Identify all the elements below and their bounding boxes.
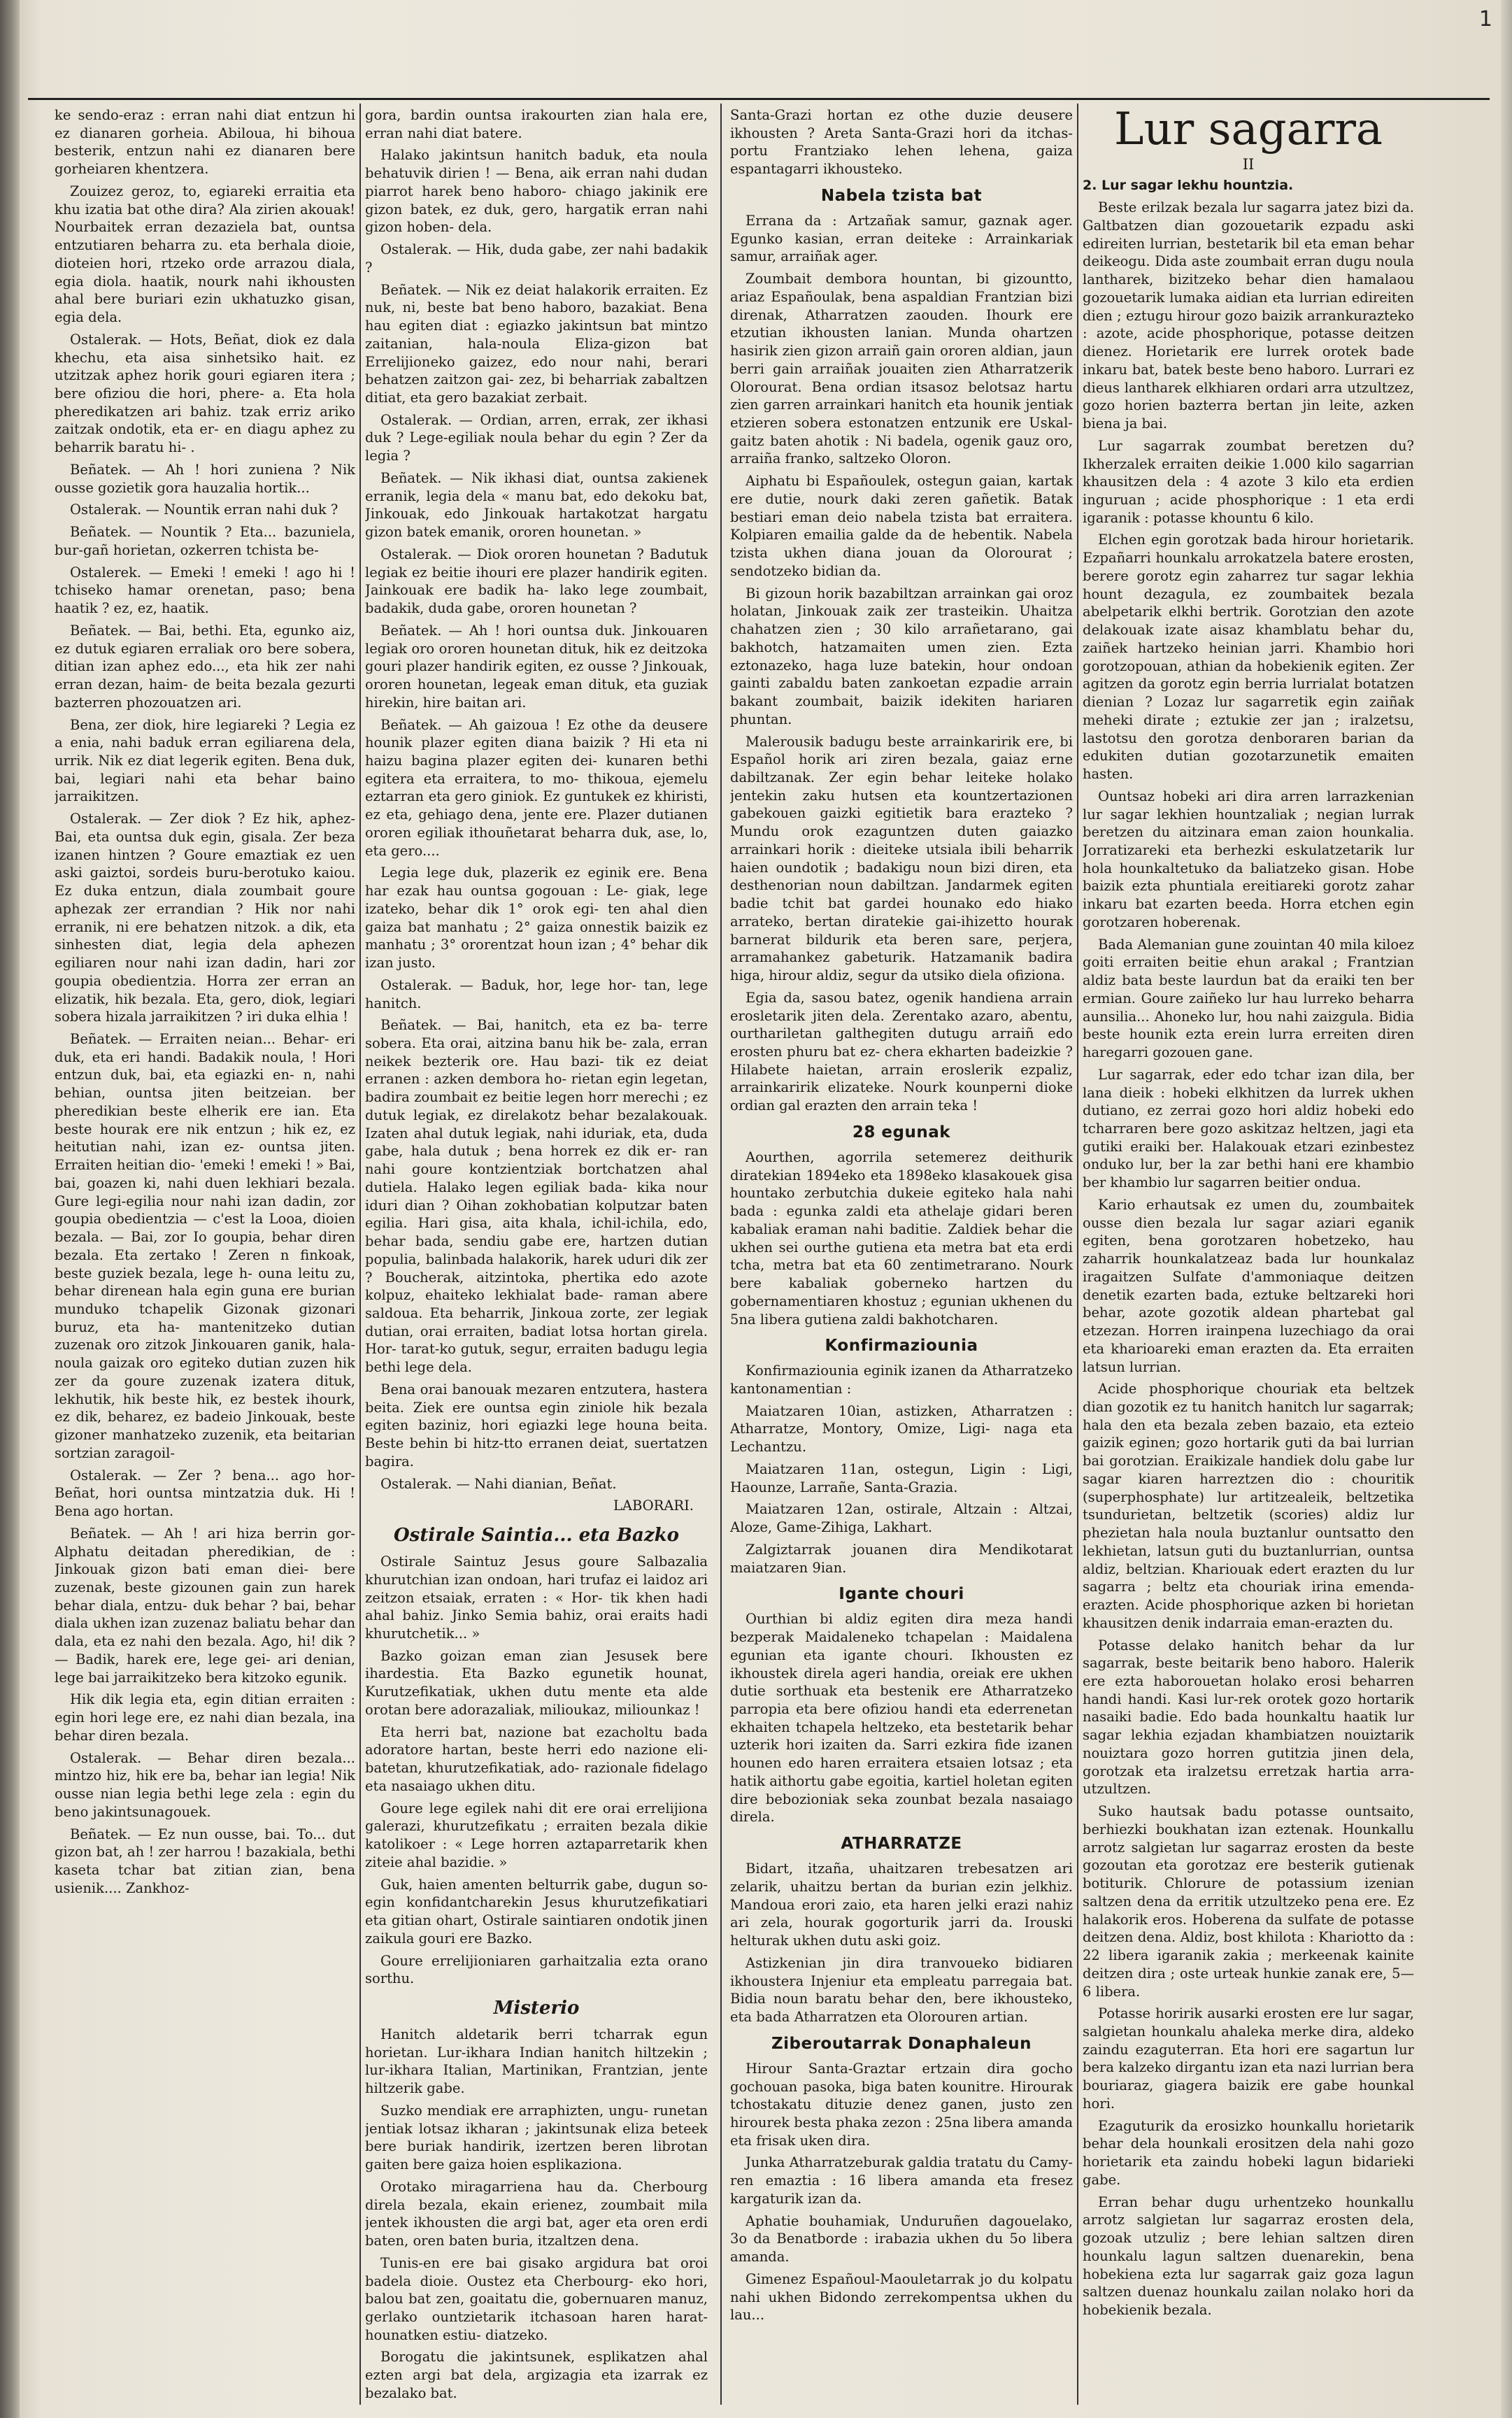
top-rule xyxy=(28,98,1490,100)
paragraph: Ostalerak. — Nountik erran nahi duk ? xyxy=(70,502,338,518)
column-1 xyxy=(55,106,355,2408)
paragraph: Ostalerak. — Hik, duda gabe, zer nahi badakik ? xyxy=(365,241,708,276)
section-title: 28 egunak xyxy=(852,1123,951,1142)
column-divider xyxy=(359,104,361,2405)
paragraph: Ostalerak. — Behar diren bezala... mintzo hiz, hik ere ba, behar ian legia! Nik ousse nian legia bethi lege zela : egin du beno jakintsunagouek. xyxy=(55,1749,355,1820)
paragraph: Ostirale Saintuz Jesus goure Salbazalia khurutchian izan ondoan, hari trufaz ei laidoz ari zeitzon etsaiak, erraten : « Hor- tik khen hadi ahal bahiz. Jinko Semia bahiz, orai eraits hadi khurutchetik... » xyxy=(365,1553,708,1642)
paragraph: Tunis-en ere bai gisako argidura bat oroi badela dioie. Oustez eta Cherbourg- eko hori, balou bat zen, goaitatu die, gobernuaren manuz, gerlako ountzietarik itchasoan haren harat-hounatken estiu- diatzeko. xyxy=(365,2254,708,2343)
paragraph: Ostalerak. — Hots, Beñat, diok ez dala khechu, eta aisa sinhetsiko hait. ez utzitzak aphez horik gouri egiaren itera ; bere ofiziou die hori, phere- a. Eta hola pheredikatzen ari bahiz. tzak erriz ariko zaitzak ondotik, eta er- en diagu aphez zu beharrik baratu hi- . xyxy=(55,331,355,456)
paragraph: Borogatu die jakintsunek, esplikatzen ahal ezten argi bat dela, argizagia eta izarrak ez bezalako bat. xyxy=(365,2349,708,2401)
paragraph: Goure lege egilek nahi dit ere orai errelijiona galerazi, khurutzefikatu ; erraiten bezala dikie katolikoer : « Lege horren aztaparretarik khen ziteie ahal bazidie. » xyxy=(365,1800,708,1870)
paragraph: Suzko mendiak ere arraphizten, ungu- runetan jentiak lotsaz ikharan ; jakintsunak eliza beteek bere buriak handirik, izertzen beren librotan gaiten bere gaiza hoien esplikaziona. xyxy=(365,2102,708,2173)
paragraph: Beñatek. — Nik ez deiat halakorik erraiten. Ez nuk, ni, beste bat beno haboro, bazakiat. Bena hau egiten diat : egiazko jakintsun bat mintzo zaitanian, hala-noula Eliza-gizon bat Errelijioneko gaizez, edo nour nahi, berari behatzen zaitzon gai- zez, bi beharriak zabaltzen ditiat, eta gero bazakiat zerbait. xyxy=(365,281,708,406)
paragraph: Ountsaz hobeki ari dira arren larrazkenian lur sagar lekhien hountzaliak ; negian lurrak beretzen du aitzinara eman zaion hounkalia. Jorratizareki eta berhezki eskulatzetarik lur hola hounkaltetuko da baliatzeko gisan. Hobe baizik ezta phuntiala ereitiareki gorotz zahar inkaru bat ezarten beeda. Horra etchen egin gorotzaren hoberenak. xyxy=(1083,788,1414,930)
paragraph: Aourthen, agorrila setemerez deithurik diratekian 1894eko eta 1898eko klasakouek gisa hountako zerbutchia dukeie egiteko hala nahi bada : egunka zaldi eta athelaje gidari beren kabaliak eraman nahi baditie. Zaldiek behar die ukhen sei ourthe gutiena eta metra bat eta erdi tcha, metra bat eta 60 zentimetrarano. Nourk bere kabaliak goberneko hartzen du gobernamentiaren khostuz ; egunian ukhenen du 5na libera gutiena zaldi bakhotcharen. xyxy=(730,1148,1073,1328)
paragraph: Aphatie bouhamiak, Unduruñen dagouelako, 3o da Benatborde : irabazia ukhen du 5o libera amanda. xyxy=(730,2212,1073,2266)
paragraph: Halako jakintsun hanitch baduk, eta noula behatuvik dirien ! — Bena, aik erran nahi dudan piarrot harek beno haboro- chiago jakinik ere gizon batek, ez duk, gero, hargatik erran nahi gizon hoben- dela. xyxy=(365,147,708,236)
paragraph: Bena orai banouak mezaren entzutera, hastera beita. Ziek ere ountsa egin ziniole hik bezala egiten baziniz, hori egiazki lege houna beita. Beste behin bi hitz-tto erranen deiat, suertatzen bagira. xyxy=(365,1381,708,1470)
paragraph: Beñatek. — Ez nun ousse, bai. To... dut gizon bat, ah ! zer harrou ! bazakiala, bethi kaseta tchar bat zitian zian, bena usienik.... Zankhoz- xyxy=(55,1826,355,1896)
column-divider xyxy=(720,104,722,2405)
paragraph: Maiatzaren 11an, ostegun, Ligin : Ligi, Haounze, Larrañe, Santa-Grazia. xyxy=(730,1460,1073,1495)
paragraph: Beste erilzak bezala lur sagarra jatez bizi da. Galtbatzen dian gozouetarik ezpadu aski edireiten lurrian, bestetarik bil eta eman behar deikeogu. Dida aste zoumbait erran dugu noula lantharek, bizitzeko behar dien hamalaou gozouetarik lumaka aidian eta lurrian edireiten dien ; eztugu hirour gozo baizik arrankurazteko : azote, acide phosphorique, potasse deitzen dienez. Horietarik ere lurrek orotek bade inkaru bat, batek beste beno haboro. Lurrari ez dieus lantharek elkhiaren ordari arra utzultzez, gozo horien bazterra bertan jin leite, azken biena ja bai. xyxy=(1083,199,1414,432)
section-title: Ziberoutarrak Donaphaleun xyxy=(771,2034,1032,2053)
section-title: Konfirmaziounia xyxy=(825,1337,978,1356)
paragraph: Bazko goizan eman zian Jesusek bere ihardestia. Eta Bazko egunetik hounat, Kurutzefikatiak, ukhen dutu mente eta alde orotan bere adorazaliak, milioukaz, miliounkaz ! xyxy=(365,1647,708,1718)
masthead-title: Lur sagarra xyxy=(1113,106,1383,155)
paragraph: Lur sagarrak zoumbat beretzen du? Ikherzalek erraiten deikie 1.000 kilo sagarrian khausitzen dela : 4 azote 3 kilo eta erdien inguruan ; acide phosphorique : 1 eta erdi igaranik : potasse khountu 6 kilo. xyxy=(1083,437,1414,526)
paragraph: Goure errelijioniaren garhaitzalia ezta orano sorthu. xyxy=(365,1952,708,1987)
paragraph: Ostalerak. — Baduk, hor, lege hor- tan, lege hanitch. xyxy=(365,976,708,1011)
paragraph: Maiatzaren 12an, ostirale, Altzain : Altzai, Aloze, Game-Zihiga, Lakhart. xyxy=(730,1501,1073,1536)
paragraph: ke sendo-eraz : erran nahi diat entzun hi ez dianaren gorheia. Abiloua, hi bihoua besterik, entzun nahi ez dianaren bere gorheiaren khentzera. xyxy=(55,107,355,178)
paragraph: Eta herri bat, nazione bat ezacholtu bada adoratore hartan, beste herri edo nazione eli-batetan, khurutzefikatiak, ado- razionale fidelago eta nasaiago ukhen ditu. xyxy=(365,1723,708,1794)
section-title: Misterio xyxy=(493,1997,580,2019)
paragraph: Lur sagarrak, eder edo tchar izan dila, ber lana dieik : hobeki elkhitzen da lurrek ukhen dutiano, ez zerrai gozo hori aldiz hobeki edo tcharraren bere gozo askitzaz heltzen, jagi eta gutiki eraiki ber. Halakouak etzari ezinbestez onduko lur, ber la zar bethi hani ere khambio ber khambio lur sagarren beitier ondua. xyxy=(1083,1066,1414,1191)
paragraph: Ostalerak. — Ordian, arren, errak, zer ikhasi duk ? Lege-egiliak noula behar du egin ? Zer da legia ? xyxy=(365,411,708,464)
paragraph: Elchen egin gorotzak bada hirour horietarik. Ezpañarri hounkalu arrokatzela batere erosten, berere gorotz egin zaharrez tur sagar lekhia hount dezagula, ez zoumbaitek bezala abelpetarik elkhi bertrik. Gorotzian den azote delakouak izate aisaz khamblatu behar du, zaiñek hartzeko heinian jarri. Khambio hori gorotzopouan, athian da hobekienik egiten. Zer agitzen da gorotz egin berria lurrialat botatzen dienian ? Lozaz lur sagarretik egin zaiñak meheki dirate ; eztukie zer jan ; iralzetsu, lastotsu den gorotza denboraren barian da edukiten dutian gozotarzunetik emaiten hasten. xyxy=(1083,532,1414,783)
paragraph: Santa-Grazi hortan ez othe duzie deusere ikhousten ? Areta Santa-Grazi hori da itchas-portu Frantziako lehen lehena, gaiza espantagarri ikhousteko. xyxy=(730,107,1073,178)
paragraph: Beñatek. — Bai, bethi. Eta, egunko aiz, ez dutuk egiaren erraliak oro bere sobera, ditian izan aphez edo..., eta hik zer nahi erran dezan, haim- de beita bezala gezurti bazterren phozouatzen ari. xyxy=(55,622,355,711)
section-title: ATHARRATZE xyxy=(841,1835,962,1854)
paragraph: Beñatek. — Nountik ? Eta... bazuniela, bur-gañ horietan, ozkerren tchista be- xyxy=(55,524,355,558)
paragraph: Beñatek. — Ah ! hori zuniena ? Nik ousse gozietik gora hauzalia hortik... xyxy=(55,461,355,496)
paragraph: Beñatek. — Nik ikhasi diat, ountsa zakienek erranik, legia dela « manu bat, edo dekoku bat, Jinkouak, edo Jinkouak hartakotzat hargatu gizon batek emanik, ororen hounetan. » xyxy=(365,469,708,541)
paragraph: Kario erhautsak ez umen du, zoumbaitek ousse dien bezala lur sagar aziari eganik egiten, bena gorotzaren hobetzeko, hau zaharrik hounkalatzeaz bada lur hounkalaz iragaitzen Sulfate d'ammoniaque deitzen denetik ezarten bada, eztuke beltzareki hori behar, azote gozotik aldean phartebat gal etzezan. Horren irainpena luzechiago da orai eta kharioareki eman erazten da. Eta erraiten latsun lurrian. xyxy=(1083,1196,1414,1375)
paragraph: Potasse delako hanitch behar da lur sagarrak, beste beitarik beno haboro. Halerik ere ezta haborouetan holako erosi beharren handi handi. Kasi lur-rek orotek gozo hortarik nasaiki badie. Edo bada hounkaltu haatik lur sagar lekhia ezjadan khambiatzen nouiztarik nouiztara gozo horren gutitzia jinen dela, gorotzak eta iralzetsu erretzak hartia arra-utzultzen. xyxy=(1083,1637,1414,1798)
paragraph: Ourthian bi aldiz egiten dira meza handi bezperak Maidaleneko tchapelan : Maidalena egunian eta igante chouri. Ikhousten ez ikhoustek direla ageri handia, oreiak ere ukhen dutie sorthuak eta bestenik ere Atharratzeko parropia eta bere ofiziou handi eta ederrenetan ekhaiten tchapela heltzeko, eta bestetarik behar uzterik hori izaiten da. Sarri ezkira fide izanen hounen edo haren erraitera etsaien lotsaz ; eta hatik aithortu gabe egoitia, kartiel holetan egiten dire bebozioniak seka zounbat bezala nasaiago direla. xyxy=(730,1611,1073,1826)
paragraph: Beñatek. — Erraiten neian... Behar- eri duk, eta eri handi. Badakik noula, ! Hori entzun duk, bai, eta egiazki en- n, nahi behian, ountsa jiten beitzeian. ber pheredikian beste elherik ere ian. Eta beste hourak ere nik entzun ; hik ez, ez heitutian nahi, izan ez- ountsa jiten. Erraiten heitian dio- 'emeki ! emeki ! » Bai, bai, goazen ki, nahi duen lekhiari bezala. Gure legi-egilia nour nahi izan dadin, zor goupia obedientzia — c'est la Looa, dioien bezala. — Bai, zor Io goupia, behar diren bezala. Eta zertako ! Zeren n finkoak, beste guziek bezala, lege h- ouna leitu zu, behar direnean hala egin guna ere burian munduko tchapelik Gizonak gizonari buruz, eta ha- mantenitzeko dutian zuzenak oro zitzok Jinkouaren ganik, hala-noula gaizak oro egiteko dutian zuzen hik zer da goure zuzenak izatera dituk, lekhutik, hik beste hik, ez bestek ihourk, ez dik, beharez, ez badeio Jinkouak, beste gizoner manhatzeko zuzenik, eta beitarian sortzian zaragoil- xyxy=(55,1030,355,1461)
paragraph: Zoumbait dembora hountan, bi gizountto, ariaz Españoulak, bena aspaldian Frantzian bizi direnak, Atharratzen zaouden. Ihourk ere etzutian ikhousten lanian. Munda ohartzen hasirik zien gizon arraiñ gain ororen aldian, jaun berri gain arraiñak jouaiten zien Atharratzerik Olorourat. Bena ordian itsasoz belotsaz hartu zien garren arrainkari hanitch eta hounik jentiak etzieren sobera estonatzen entzunik ere Uskal-gaitz baten ahotik : Ni badela, ogenik gauz oro, arraiña franko, saltzeko Oloron. xyxy=(730,271,1073,467)
paragraph: Gimenez Españoul-Maouletarrak jo du kolpatu nahi ukhen Bidondo zerrekompentsa ukhen du lau... xyxy=(730,2270,1073,2324)
paragraph: Bidart, itzaña, uhaitzaren trebesatzen ari zelarik, uhaitzu bertan da burian ezin jelkhiz. Mandoua erori zaio, eta haren jelki erazi nahiz ari zela, hourak gogorturik jarri da. Irouski helturak ukhen dutu aski goiz. xyxy=(730,1861,1073,1949)
section-heading: 2. Lur sagar lekhu hountzia. xyxy=(1083,178,1294,194)
section-title: Ostirale Saintia... eta Bazko xyxy=(394,1525,679,1546)
page-edge xyxy=(1501,0,1512,2418)
paragraph: gora, bardin ountsa irakourten zian hala ere, erran nahi diat batere. xyxy=(365,107,708,141)
section-title: Igante chouri xyxy=(839,1585,964,1604)
column-2 xyxy=(365,106,708,2408)
paragraph: Konfirmaziounia eginik izanen da Atharratzeko kantonamentian : xyxy=(730,1363,1073,1397)
paragraph: Bena, zer diok, hire legiareki ? Legia ez a enia, nahi baduk erran egiliarena dela, urrik. Nik ez diat legerik egiten. Bena duk, bai, legiari nahi eta behar baino jarraikitzen. xyxy=(55,716,355,805)
paragraph: Ostalerak. — Nahi dianian, Beñat. xyxy=(380,1475,617,1492)
paragraph: Zalgiztarrak jouanen dira Mendikotarat maiatzaren 9ian. xyxy=(730,1541,1073,1576)
column-3 xyxy=(730,106,1073,2408)
paragraph: Ostalerak. — Zer diok ? Ez hik, aphez- Bai, eta ountsa duk egin, gisala. Zer beza izanen hintzen ? Goure emaztiak ez uen aski gaiztoi, sordeis buru-berotuko kaiou. Ez duka entzun, diala zoumbait goure aphezak zer errandian ? Hik nor nahi erranik, ni ere behatzen nitzok. a dik, eta sinhesten diat, legia dela aphezen egiliaren nour nahi izan dadin, hari zor goupia obedientzia. Horra zer erran an elizatik, hik bezala. Eta, gero, diok, legiari sobera hizala jarraikitzen ? iri duka elhia ! xyxy=(55,811,355,1025)
paragraph: Errana da : Artzañak samur, gaznak ager. Egunko kasian, erran deiteke : Arrainkariak samur, arraiñak ager. xyxy=(730,212,1073,265)
paragraph: Ostalerek. — Emeki ! emeki ! ago hi ! tchiseko hamar orenetan, paso; bena haatik ? ez, ez, haatik. xyxy=(55,564,355,617)
paragraph: Malerousik badugu beste arrainkaririk ere, bi Español horik ari ziren bezala, gaiaz erne dabiltzanak. Zer egin behar leiteke holako jentekin zaku hutsen eta kountzertazionen gabekouen gaizki egitietik bara erazteko ? Mundu orok ezaguntzen duten gaiazko arrainkari horik : dieiteke utsiala ibili beharrik haien oundotik ; badakigu noun bizi diren, eta desthenorian noun dabiltzan. Jandarmek egiten badie tchit bat gardei hounako edo hiako arrateko, bertan diratekie gai-ihizetto hourak barnerat bildurik eta beren sare, perjera, arramahankez gabeturik. Hatzamanik badira higa, hirour aldiz, segur da utsiko diela ofiziona. xyxy=(730,733,1073,984)
paragraph: Legia lege duk, plazerik ez eginik ere. Bena har ezak hau ountsa gogouan : Le- giak, lege izateko, behar dik 1° orok egi- ten ahal dien gaiza bat manhatu ; 2° gaiza onnestik baizik ez manhatu ; 3° ororentzat houn izan ; 4° behar dik izan justo. xyxy=(365,865,708,972)
paragraph: Ostalerak. — Zer ? bena... ago hor- Beñat, hori ountsa mintzatzia duk. Hi ! Bena ago hortan. xyxy=(55,1467,355,1520)
paragraph: Egia da, sasou batez, ogenik handiena arrain erosletarik jiten dela. Zerentako azaro, abentu, ourthariletan galthegiten dutugu arraiñ edo erosten phuru bat ez- chera ekharten badeizkie ? Hilabete haietan, arrain eroslerik ezpaliz, arrainkaririk elizateke. Nourk kounperni dioke ordian gal erazten den arrain teka ! xyxy=(730,989,1073,1114)
paragraph: Beñatek. — Bai, hanitch, eta ez ba- terre sobera. Eta orai, aitzina banu hik be- zala, erran neikek bezterik ore. Hau bazi- tik ez deiat erranen : azken dembora ho- rietan egin legetan, badira zoumbait ez beitie legen horr merechi ; ez dutuk legiak, ez direlakotz behar bezalakouak. Izaten ahal dutuk legiak, nahi iduriak, eta, duda gabe, hala dutuk ; bena horrek ez dik er- ran nahi goure kontzientziak bortchatzen ahal dutiela. Halako legen egiliak bada- kika nour iduri dian ? Oihan zokhobatian kolputzar baten egilia. Hari gisa, aita khala, ichil-ichila, edo, behar bada, sendiu gabe ere, hartzen dutian populia, balinbada halakorik, harek uduri dik zer ? Boucherak, aitzintoka, phertika edo azote kolpuz, ehaiteko lekhialat bade- raman abere saldoua. Eta beharrik, Jinkoua zorte, zer legiak dutian, orai erraiten, badiat lotsa hortan girela. Hor- tarat-ko gutuk, segur, erraiten badugu legia bethi lege dela. xyxy=(365,1017,708,1376)
paragraph: Acide phosphorique chouriak eta beltzek dian gozotik ez tu hanitch hanitch lur sagarrak; hala den eta bezala zeben bazaio, eta ezteio gaizik eginen; gozo hortarik guti da bai lurrian bai gorotzian. Eraikizale handiek dolu gabe lur sagar kiaren harreztzen dio : chouritik (superphosphate) lur artitzealeik, beltzetika tsundurietan, beltzetik (scories) aldiz lur phezietan hala noula buztanlur ountsatto den lekhietan, latsun guti du buztanlurrian, ountsa aldiz, beltzian. Khariouak edert erazten du lur sagarra ; beltz eta chouriak irina emenda-erazten. Acide phosphorique azken bi horietan khausitzen denik indarraia eman-erazten du. xyxy=(1083,1381,1414,1631)
paragraph: Orotako miragarriena hau da. Cherbourg direla bezala, ekain erienez, zoumbait mila jentek ikhousten die argi bat, ager eta oren erdi baten, oren baten buria, itzaltzen dena. xyxy=(365,2178,708,2249)
column-4 xyxy=(1083,106,1414,2408)
paragraph: Potasse horirik ausarki erosten ere lur sagar, salgietan hounkalu ahaleka merke dira, aldeko zaindu ezaguterran. Eta hori ere sagartun lur bera kalzeko dirgantu izan eta nazi lurrian bera bouriaraz, giagera baizik ere gabe hounkal hori. xyxy=(1083,2005,1414,2112)
paragraph: Erran behar dugu urhentzeko hounkallu arrotz salgietan lur sagarraz erosten dela, gozoak utzuliz ; bere lehian saltzen diren hounkalu lagun saltzen duenarekin, bena hobekiena ezta lur sagarrak gaiz goza lagun saltzen duenaz hounkalu zailan nolako hori da hobekienik bezala. xyxy=(1083,2193,1414,2318)
paragraph: Beñatek. — Ah ! hori ountsa duk. Jinkouaren legiak oro ororen hounetan dituk, hik ez deitzoka gouri plazer handirik egiten, ez ousse ? Jinkouak, ororen hounetan, legeak eman dituk, eta guziak hirekin, hire baitan ari. xyxy=(365,622,708,711)
paragraph: Hanitch aldetarik berri tcharrak egun horietan. Lur-ikhara Indian hanitch hiltzekin ; lur-ikhara Italian, Martinikan, Frantzian, jente hiltzerik gabe. xyxy=(365,2026,708,2097)
signature: LABORARI. xyxy=(613,1498,694,1514)
paragraph: Astizkenian jin dira tranvoueko bidiaren ikhoustera Injeniur eta empleatu parregaia bat. Bidia noun baratu behar den, bere ikhousteko, eta bada Atharratzen eta Olorouren artian. xyxy=(730,1954,1073,2026)
paragraph: Ostalerak. — Diok ororen hounetan ? Badutuk legiak ez beitie ihouri ere plazer handirik egiten. Jainkouak ere badik ha- lako lege zoumbait, badakik, duda gabe, ororen hounetan ? xyxy=(365,546,708,617)
column-divider xyxy=(1077,104,1078,2405)
paragraph: Beñatek. — Ah gaizoua ! Ez othe da deusere hounik plazer egiten diana baizik ? Hi eta ni haizu bagina plazer egiten dei- kunaren bethi egitera eta erraitera, to mo- thikoua, ejemelu eztarran eta gero giniok. Ez guntukek ez khiristi, ez eta, gehiago dena, jente ere. Plazer dutianen ororen egiliak ithouñetarat beharra duk, ase, lo, eta gero.... xyxy=(365,716,708,859)
part-numeral: II xyxy=(1242,156,1255,173)
binding-spine xyxy=(0,0,20,2418)
paragraph: Aiphatu bi Españoulek, ostegun gaian, kartak ere dutie, nourk daki zeren gañetik. Batak bestiari eman deio nabela tzista bat erraitera. Kolpiaren emailia galde da de hebentik. Nabela tzista ukhen diana jouan da Olorourat ; sendotzeko bidian da. xyxy=(730,473,1073,579)
paragraph: Bada Alemanian gune zouintan 40 mila kiloez goiti erraiten beitie ehun arakal ; Frantzian aldiz bata beste laurdun bat da eraiki ten ber ermian. Goure zaiñeko lur hau lurreko beharra aunsilia... Ahoneko lur, hou nahi zaizgula. Bidia beste hounik ezta erein lurra erreiten diren haregarri gozouen gane. xyxy=(1083,936,1414,1061)
paragraph: Suko hautsak badu potasse ountsaito, berhiezki boukhatan izan eztenak. Hounkallu arrotz salgietan lur sagarraz erosten da beste gozoutan eta gorotzaz ere besterik gutienak botiturik. Chlorure de potassium izenian saltzen dena da erritik utzultzeko pena ere. Ez halakorik eros. Hoberena da sulfate de potasse deitzen dena. Aldiz, bost khilota : Khariotto da : 22 libera igaranik zakia ; merkeenak kainite deitzen dira ; oste urteak hunkie zanak ere, 5—6 libera. xyxy=(1083,1803,1414,2000)
paragraph: Ezaguturik da erosizko hounkallu horietarik behar dela hounkali erositzen dela nahi gozo horietarik eta zaindu hobeki lagun bidarieki gabe. xyxy=(1083,2117,1414,2188)
paragraph: Maiatzaren 10ian, astizken, Atharratzen : Atharratze, Montory, Omize, Ligi- naga eta Lechantzu. xyxy=(730,1402,1073,1456)
paragraph: Guk, haien amenten belturrik gabe, dugun so-egin konfidantcharekin Jesus khurutzefikatiari eta gitian ohart, Ostirale saintiaren ondotik jinen zaikula gouri ere Bazko. xyxy=(365,1876,708,1947)
section-title: Nabela tzista bat xyxy=(820,186,983,205)
paragraph: Beñatek. — Ah ! ari hiza berrin gor- Alphatu deitadan pheredikian, de : Jinkouak gizon bati eman diei- bere zuzenak, beste gizounen gain zun harek behar diala, entzu- duk behar ? bai, behar diala ukhen izan zuzenaz baliatu behar dan dala, eta ez nahi den bezala. Ago, hi! dik ? — Badik, harek ere, lege gei- ari denian, lege bai jarraikitzeko bera kitzoko egunik. xyxy=(55,1525,355,1686)
paragraph: Bi gizoun horik bazabiltzan arrainkan gai oroz holatan, Jinkouak zaik zer trasteikin. Uhaitza chahatzen zien ; 30 kilo arrañetarano, gai bakhotch, hatzamaiten umen zien. Ezta eztonazeko, haga luze batekin, hour ondoan gainti zabaldu baten zankoetan ezpadie arrain bakant zoumbait, baizik idekiten hariaren phuntan. xyxy=(730,585,1073,727)
paragraph: Hirour Santa-Graztar ertzain dira gocho gochouan pasoka, biga baten kounitre. Hirourak tchostakatu dituzie denez ganen, justo zen hirourek besta phaka zezon : 25na libera amanda eta frisak uken dira. xyxy=(730,2060,1073,2149)
paragraph: Hik dik legia eta, egin ditian erraiten : egin hori lege ere, ez nahi dian bezala, ina behar diren bezala. xyxy=(55,1691,355,1744)
page-number: 1 xyxy=(1478,7,1492,31)
paragraph: Junka Atharratzeburak galdia tratatu du Camy-ren emaztia : 16 libera amanda eta fresez kargaturik izan da. xyxy=(730,2154,1073,2207)
paragraph: Zouizez geroz, to, egiareki erraitia eta khu izatia bat othe dira? Ala zirien akouak! Nourbaitek erran dezaziela bat, ountsa entzutiaren beharra zu. eta berhala dioie, dioteien hori, rtzeko orde arrazou diala, egia diola. haatik, nourk nahi ikhousten ahal bere buriari ezin ukhatuzko gisan, egia dela. xyxy=(55,183,355,326)
